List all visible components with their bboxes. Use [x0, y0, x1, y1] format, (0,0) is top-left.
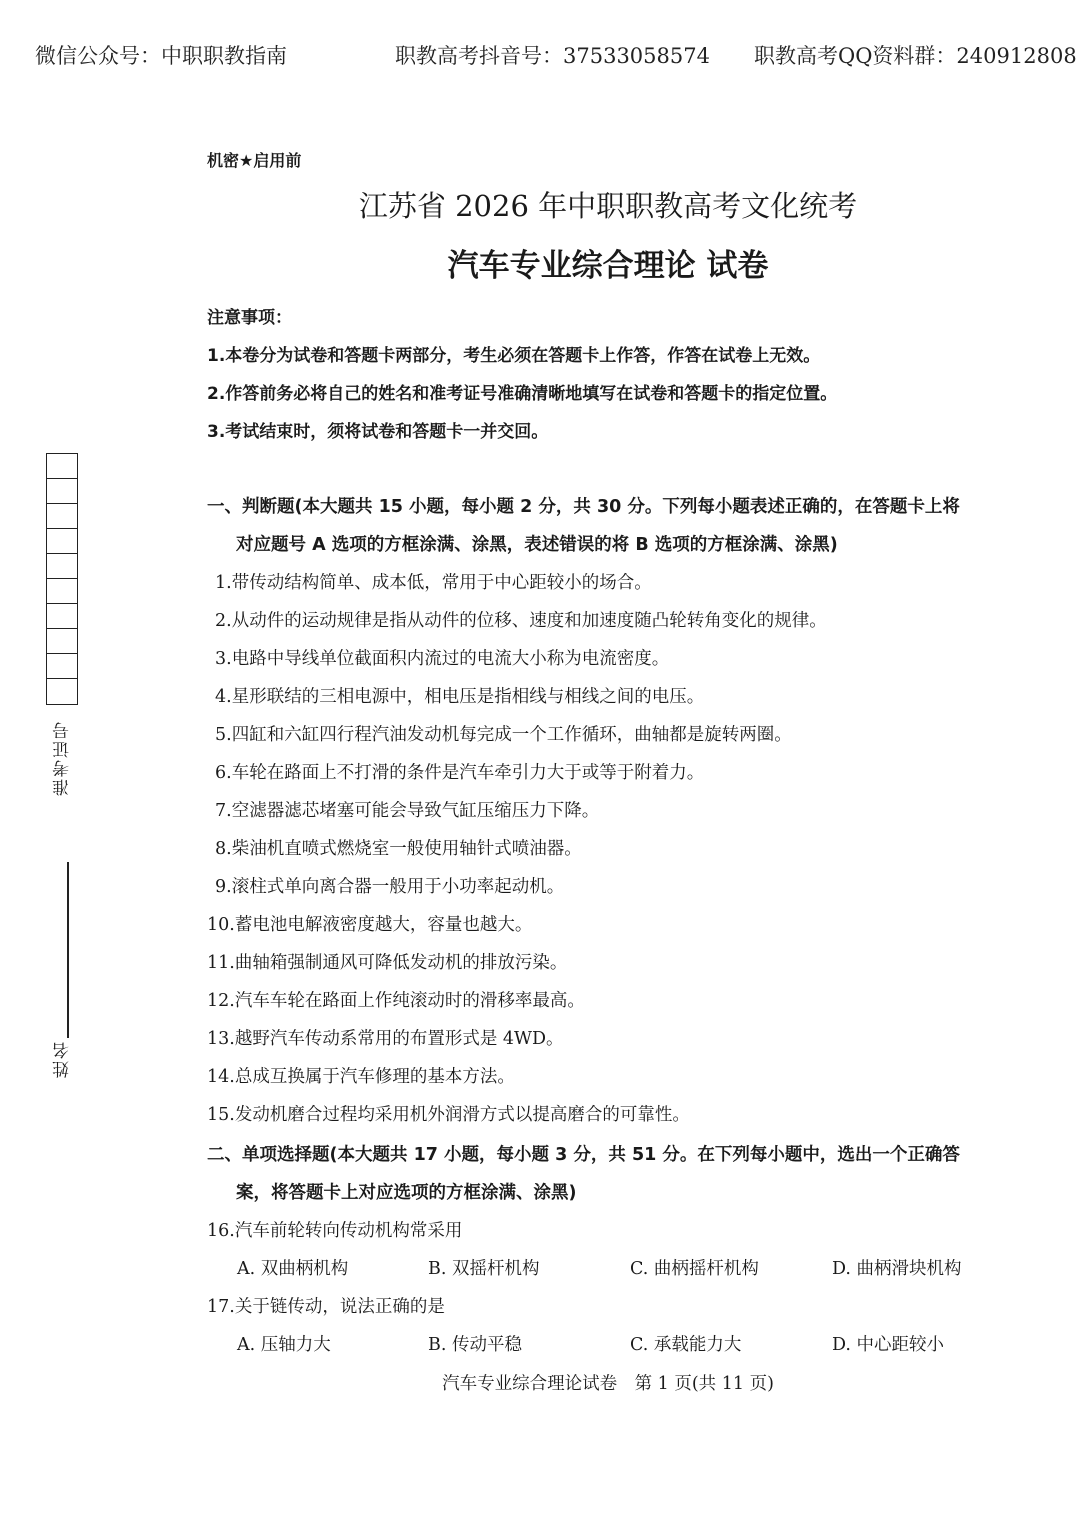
- mc-option: C. 曲柄摇杆机构: [630, 1259, 759, 1279]
- paper-title: 汽车专业综合理论 试卷: [447, 248, 769, 284]
- tf-question: 11.曲轴箱强制通风可降低发动机的排放污染。: [207, 953, 568, 973]
- section1-heading: 一、判断题(本大题共 15 小题，每小题 2 分，共 30 分。下列每小题表述正确的，在答题卡上将: [207, 497, 960, 517]
- tf-question: 14.总成互换属于汽车修理的基本方法。: [207, 1067, 515, 1087]
- note-item: 3.考试结束时，须将试卷和答题卡一并交回。: [207, 422, 549, 442]
- mc-question-stem: 16.汽车前轮转向传动机构常采用: [207, 1221, 463, 1241]
- tf-question: 3.电路中导线单位截面积内流过的电流大小称为电流密度。: [215, 649, 670, 669]
- header-douyin: 职教高考抖音号：37533058574: [395, 44, 710, 68]
- tf-question: 12.汽车车轮在路面上作纯滚动时的滑移率最高。: [207, 991, 585, 1011]
- tf-question: 10.蓄电池电解液密度越大，容量也越大。: [207, 915, 533, 935]
- exam-title: 江苏省 2026 年中职职教高考文化统考: [358, 189, 858, 223]
- mc-option: D. 曲柄滑块机构: [832, 1259, 962, 1279]
- tf-question: 4.星形联结的三相电源中，相电压是指相线与相线之间的电压。: [215, 687, 705, 707]
- exam-id-boxes: [46, 453, 78, 705]
- tf-question: 5.四缸和六缸四行程汽油发动机每完成一个工作循环，曲轴都是旋转两圈。: [215, 725, 792, 745]
- tf-question: 15.发动机磨合过程均采用机外润滑方式以提高磨合的可靠性。: [207, 1105, 690, 1125]
- tf-question: 2.从动件的运动规律是指从动件的位移、速度和加速度随凸轮转角变化的规律。: [215, 611, 827, 631]
- section1-heading-cont: 对应题号 A 选项的方框涂满、涂黑，表述错误的将 B 选项的方框涂满、涂黑): [236, 535, 838, 555]
- mc-option: B. 双摇杆机构: [428, 1259, 540, 1279]
- notes-heading: 注意事项：: [207, 308, 292, 328]
- note-item: 2.作答前务必将自己的姓名和准考证号准确清晰地填写在试卷和答题卡的指定位置。: [207, 384, 838, 404]
- mc-option: A. 压轴力大: [237, 1335, 331, 1355]
- exam-id-label: 准考证号: [53, 720, 73, 796]
- header-wechat: 微信公众号：中职职教指南: [35, 44, 287, 68]
- tf-question: 6.车轮在路面上不打滑的条件是汽车牵引力大于或等于附着力。: [215, 763, 705, 783]
- name-underline: [67, 862, 69, 1038]
- tf-question: 1.带传动结构简单、成本低，常用于中心距较小的场合。: [215, 573, 652, 593]
- section2-heading-cont: 案，将答题卡上对应选项的方框涂满、涂黑): [236, 1183, 577, 1203]
- tf-question: 7.空滤器滤芯堵塞可能会导致气缸压缩压力下降。: [215, 801, 600, 821]
- tf-question: 13.越野汽车传动系常用的布置形式是 4WD。: [207, 1029, 564, 1049]
- mc-option: B. 传动平稳: [428, 1335, 522, 1355]
- mc-option: C. 承载能力大: [630, 1335, 742, 1355]
- page-footer: 汽车专业综合理论试卷 第 1 页(共 11 页): [442, 1374, 774, 1394]
- section2-heading: 二、单项选择题(本大题共 17 小题，每小题 3 分，共 51 分。在下列每小题中，选出一个正确答: [207, 1145, 960, 1165]
- mc-option: A. 双曲柄机构: [237, 1259, 349, 1279]
- mc-option: D. 中心距较小: [832, 1335, 945, 1355]
- tf-question: 8.柴油机直喷式燃烧室一般使用轴针式喷油器。: [215, 839, 582, 859]
- confidential-mark: 机密★启用前: [207, 151, 302, 170]
- mc-question-stem: 17.关于链传动，说法正确的是: [207, 1297, 445, 1317]
- header-qq-group: 职教高考QQ资料群：240912808: [754, 44, 1077, 68]
- tf-question: 9.滚柱式单向离合器一般用于小功率起动机。: [215, 877, 565, 897]
- name-label: 姓名: [53, 1040, 73, 1078]
- note-item: 1.本卷分为试卷和答题卡两部分，考生必须在答题卡上作答，作答在试卷上无效。: [207, 346, 821, 366]
